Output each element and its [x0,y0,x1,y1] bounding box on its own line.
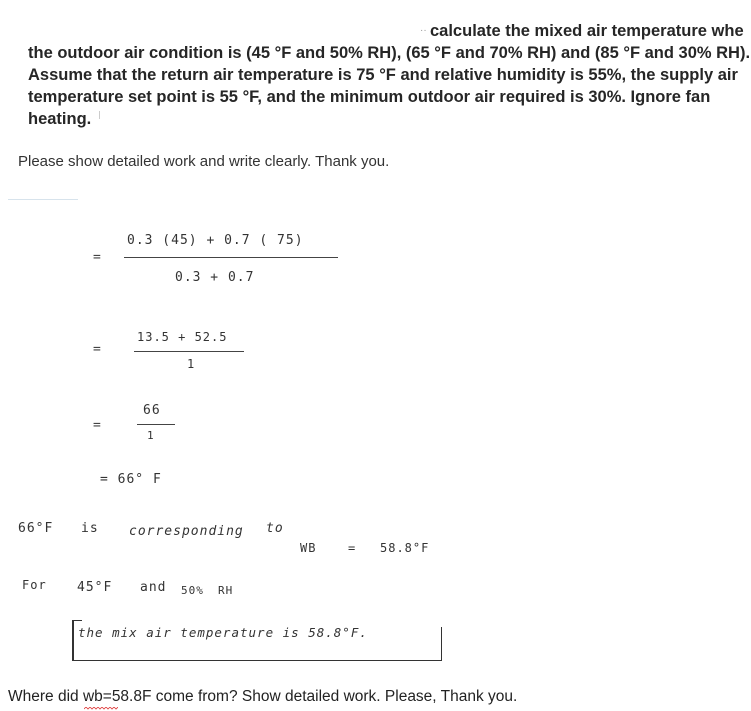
spellcheck-underline [84,707,118,710]
box-left-edge [72,620,74,660]
fraction-bar-3 [137,424,175,425]
box-right-edge [441,627,442,661]
step2-numerator: 13.5 + 52.5 [137,330,228,344]
fraction-bar-2 [134,351,244,352]
request-line: Please show detailed work and write clearly. Thank you. [18,153,390,170]
step1-denominator: 0.3 + 0.7 [175,270,255,285]
wb-temp: 66°F [18,521,54,536]
for-temp: 45°F [77,580,113,595]
wb-value: 58.8°F [380,541,430,555]
faint-mark [99,111,100,119]
equals-sign-3: = [93,418,102,433]
box-bottom-edge [72,660,442,661]
question-line-1: calculate the mixed air temperature whe [430,22,744,40]
equals-sign-2: = [93,342,102,357]
question-line-4: temperature set point is 55 °F, and the minimum outdoor air required is 30%. Ignore fan [28,88,711,106]
wb-label: WB [300,541,317,555]
for-and: and [140,580,167,595]
for-rh-value: 50% [181,584,204,597]
box-top-edge [72,620,82,621]
step3-numerator: 66 [143,403,161,418]
step3-denominator: 1 [147,429,155,442]
wb-is: is [81,521,99,536]
fraction-bar-1 [124,257,338,258]
for-word: For [22,578,47,592]
step2-denominator: 1 [187,357,196,371]
separator-line [8,199,78,200]
for-rh-label: RH [218,584,234,597]
equals-sign-1: = [93,250,102,265]
question-line-5: heating. [28,110,92,128]
boxed-answer: the mix air temperature is 58.8°F. [78,625,368,640]
step1-numerator: 0.3 (45) + 0.7 ( 75) [127,233,304,248]
dot-mark: ·· [420,25,427,36]
result-line: = 66° F [100,472,162,487]
question-line-2: the outdoor air condition is (45 °F and 50% RH), (65 °F and 70% RH) and (85 °F and 30% RH). [28,44,751,62]
question-line-3: Assume that the return air temperature is 75 °F and relative humidity is 55%, the supply air [28,66,738,84]
wb-to: to [266,521,284,536]
followup-question: Where did wb=58.8F come from? Show detailed work. Please, Thank you. [8,688,518,705]
wb-corresponding: corresponding [129,524,244,539]
wb-equals: = [348,541,357,555]
